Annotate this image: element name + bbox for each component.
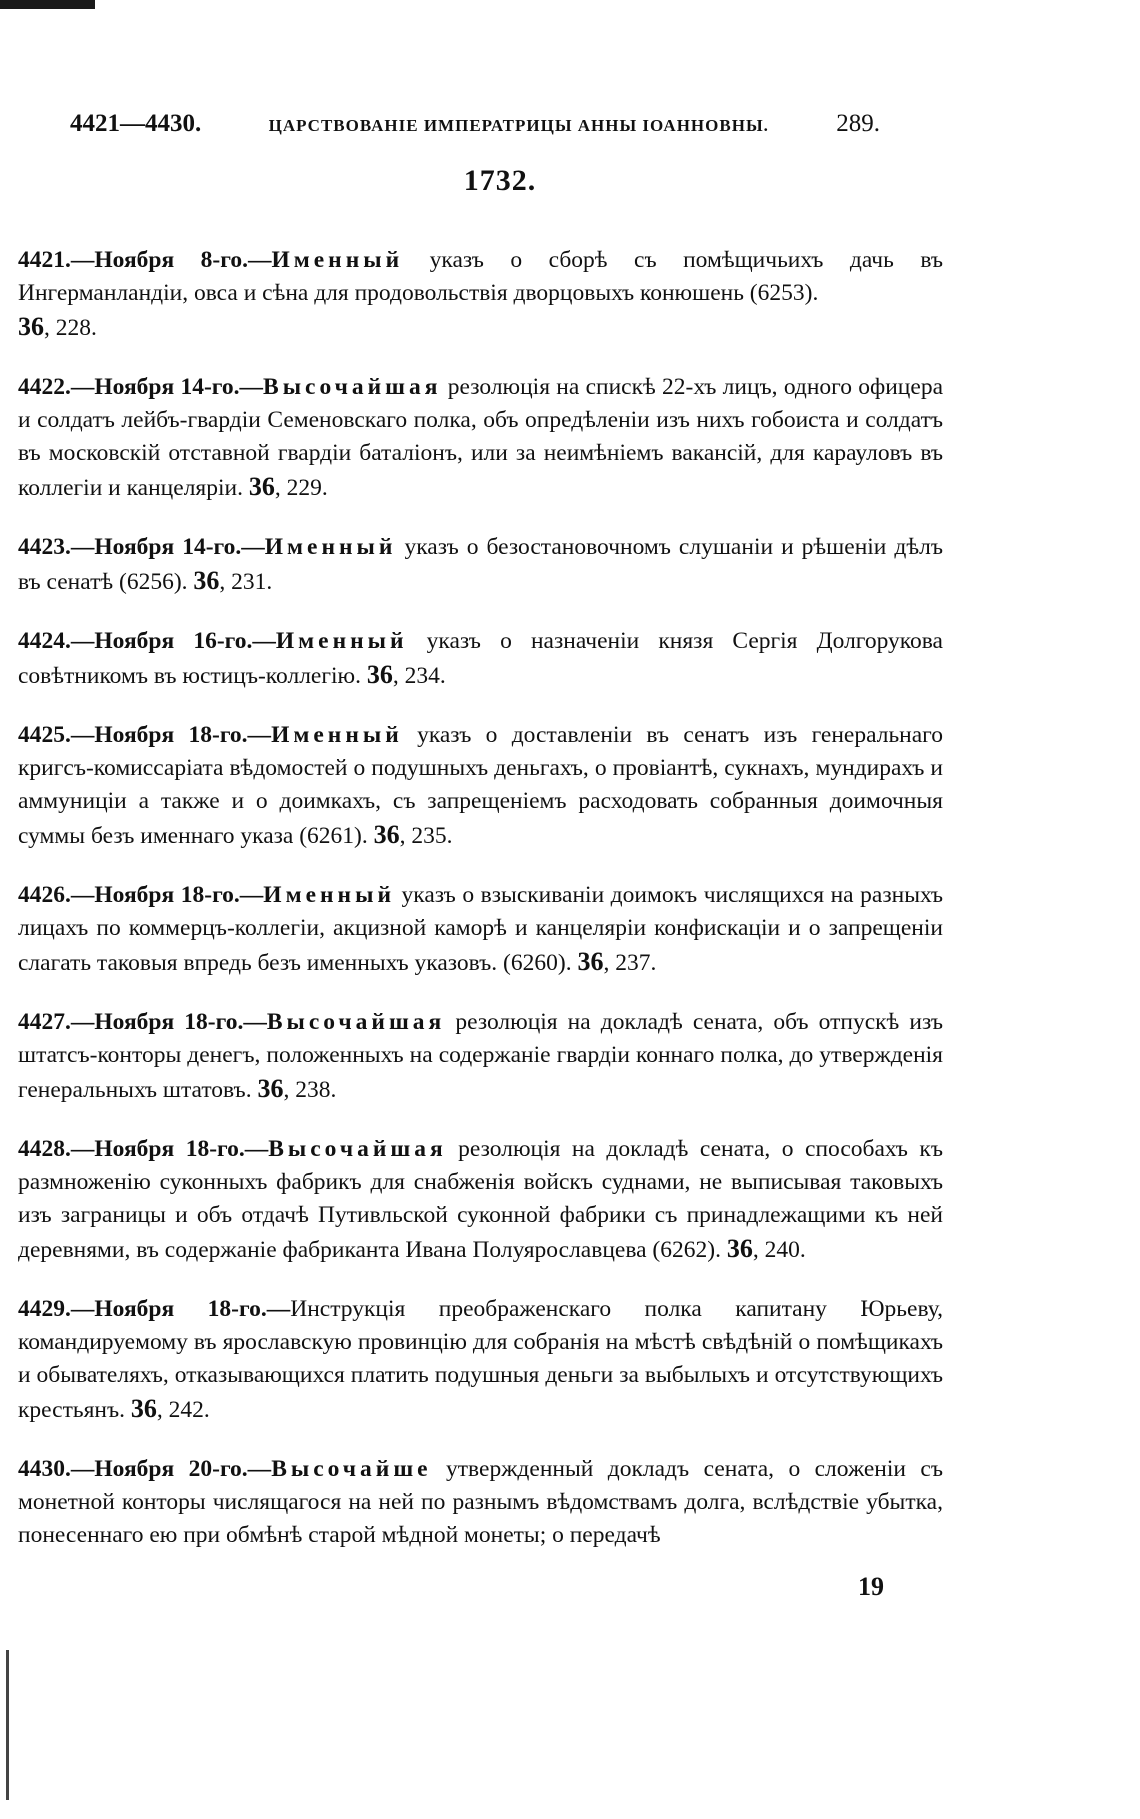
entry-kind: Высочайше [271, 1455, 432, 1482]
entry-text: резолюція на спискѣ 22-хъ лицъ, одного офицера и солдатъ лейбъ-гвардіи Семеновскаго полка, объ опредѣленіи изъ нихъ гобоиста и солдатъ въ московскій отставной гвардіи баталіонъ, или за неимѣніемъ вакансій, для карауловъ въ коллегіи и канцеляріи. [18, 373, 943, 501]
entry-ref-volume: 36 [18, 311, 44, 341]
scan-artifact-top [0, 0, 95, 9]
entry-date: —Ноября 18-го.— [70, 881, 264, 908]
entry-ref-volume: 36 [373, 819, 400, 849]
entry [18, 879, 943, 980]
entry [18, 531, 943, 599]
entry-kind: Именный [263, 881, 395, 908]
entry-ref-page: , 235. [399, 822, 453, 849]
entry-kind: Высочайшая [263, 373, 442, 400]
page-header [70, 110, 880, 150]
entry-number: 4426. [18, 881, 71, 908]
entry-kind: Именный [275, 627, 408, 654]
entry-ref-volume: 36 [248, 471, 275, 501]
entry [18, 1453, 943, 1552]
scan-artifact-left [6, 1650, 9, 1800]
entry-number: 4430. [18, 1455, 71, 1482]
entry-date: —Ноября 8-го.— [70, 246, 272, 273]
header-page-number: 289. [836, 110, 880, 137]
entry-date: —Ноября 16-го.— [70, 627, 276, 654]
entry-ref-volume: 36 [130, 1393, 157, 1423]
entry-kind: Высочайшая [266, 1008, 446, 1035]
entry-text: указъ о безостановочномъ слушаніи и рѣшеніи дѣлъ въ сенатѣ (6256). [18, 533, 943, 595]
entry [18, 1006, 943, 1107]
entry-ref-page: , 234. [392, 662, 446, 689]
entry [18, 719, 943, 853]
header-range: 4421—4430. [70, 110, 202, 137]
entry-number: 4422. [18, 373, 71, 400]
entry-number: 4429. [18, 1295, 71, 1322]
entry-date: —Ноября 18-го.— [70, 721, 272, 748]
entry-date: —Ноября 14-го.— [70, 533, 265, 560]
entry [18, 371, 943, 505]
entry-date: —Ноября 18-го.— [70, 1008, 267, 1035]
entry-ref-page: , 228. [44, 314, 97, 341]
entry-number: 4425. [18, 721, 71, 748]
entry-number: 4423. [18, 533, 71, 560]
entry [18, 1293, 943, 1427]
entry-text: утвержденный докладъ сената, о сложеніи съ монетной конторы числящагося на ней по разнымъ вѣдомствамъ долга, вслѣдствіе убытка, понесеннаго ею при обмѣнѣ старой мѣдной монеты; о передачѣ [18, 1455, 943, 1548]
entry-date: —Ноября 18-го.— [70, 1135, 269, 1162]
entry-text: указъ о сборѣ съ помѣщичьихъ дачь въ Ингерманландіи, овса и сѣна для продовольствія дворцовыхъ конюшень (6253). [18, 246, 943, 306]
header-title: ЦАРСТВОВАНІЕ ИМПЕРАТРИЦЫ АННЫ ІОАННОВНЫ. [268, 116, 769, 135]
entry-ref-page: , 231. [219, 568, 273, 595]
entry-kind: Именный [271, 721, 403, 748]
entry-ref-page: , 238. [283, 1076, 337, 1103]
entry-ref-volume: 36 [193, 565, 220, 595]
entry-ref-page: , 240. [752, 1236, 806, 1263]
entry-date: —Ноября 14-го.— [70, 373, 264, 400]
entry-text: указъ о назначеніи князя Сергія Долгорукова совѣтникомъ въ юстицъ-коллегію. [18, 627, 943, 689]
entry-kind: Именный [271, 246, 404, 273]
entry-date: —Ноября 18-го.— [70, 1295, 291, 1322]
entry-text: Инструкція преображенскаго полка капитану Юрьеву, командируемому въ ярославскую провинцію для собранія на мѣстѣ свѣдѣній о помѣщикахъ и обывателяхъ, отказывающихся платить подушныя деньги за выбылыхъ и отсутствующихъ крестьянъ. [18, 1295, 944, 1423]
entry [18, 625, 943, 693]
entry-ref-volume: 36 [577, 946, 604, 976]
entry-ref-volume: 36 [726, 1233, 753, 1263]
entries-list [18, 220, 943, 1578]
entry-kind: Высочайшая [268, 1135, 447, 1162]
entry-ref-volume: 36 [366, 659, 393, 689]
year-heading: 1732. [463, 164, 537, 197]
entry-kind: Именный [264, 533, 397, 560]
entry-text: указъ о доставленіи въ сенатъ изъ генеральнаго кригсъ-комиссаріата вѣдомостей о подушныхъ деньгахъ, о провіантѣ, сукнахъ, мундирахъ и аммуниціи а также и о доимкахъ, съ запрещеніемъ расходовать собранныя доимочныя суммы безъ именнаго указа (6261). [18, 721, 943, 849]
signature-mark: 19 [858, 1572, 884, 1601]
entry-number: 4427. [18, 1008, 71, 1035]
entry-ref-page: , 229. [274, 474, 328, 501]
entry-text: резолюція на докладѣ сената, объ отпускѣ изъ штатсъ-конторы денегъ, положенныхъ на содержаніе гвардіи коннаго полка, до утвержденія генеральныхъ штатовъ. [18, 1008, 943, 1103]
entry-ref-volume: 36 [257, 1073, 284, 1103]
entry-date: —Ноября 20-го.— [70, 1455, 272, 1482]
entry [18, 244, 943, 345]
entry-ref-page: , 242. [156, 1396, 210, 1423]
entry-number: 4428. [18, 1135, 71, 1162]
entry-ref-page: , 237. [603, 949, 657, 976]
entry-text: указъ о взыскиваніи доимокъ числящихся на разныхъ лицахъ по коммерцъ-коллегіи, акцизной каморѣ и канцеляріи конфискаціи и о запрещеніи слагать таковыя впредь безъ именныхъ указовъ. (6260). [18, 881, 943, 976]
entry-number: 4424. [18, 627, 71, 654]
entry-text: резолюція на докладѣ сената, о способахъ къ размноженію суконныхъ фабрикъ для снабженія войскъ суднами, не выписывая таковыхъ изъ заграницы и объ отдачѣ Путивльской суконной фабрики съ принадлежащими къ ней деревнями, въ содержаніе фабриканта Ивана Полуярославцева (6262). [18, 1135, 943, 1263]
entry [18, 1133, 943, 1267]
entry-number: 4421. [18, 246, 71, 273]
